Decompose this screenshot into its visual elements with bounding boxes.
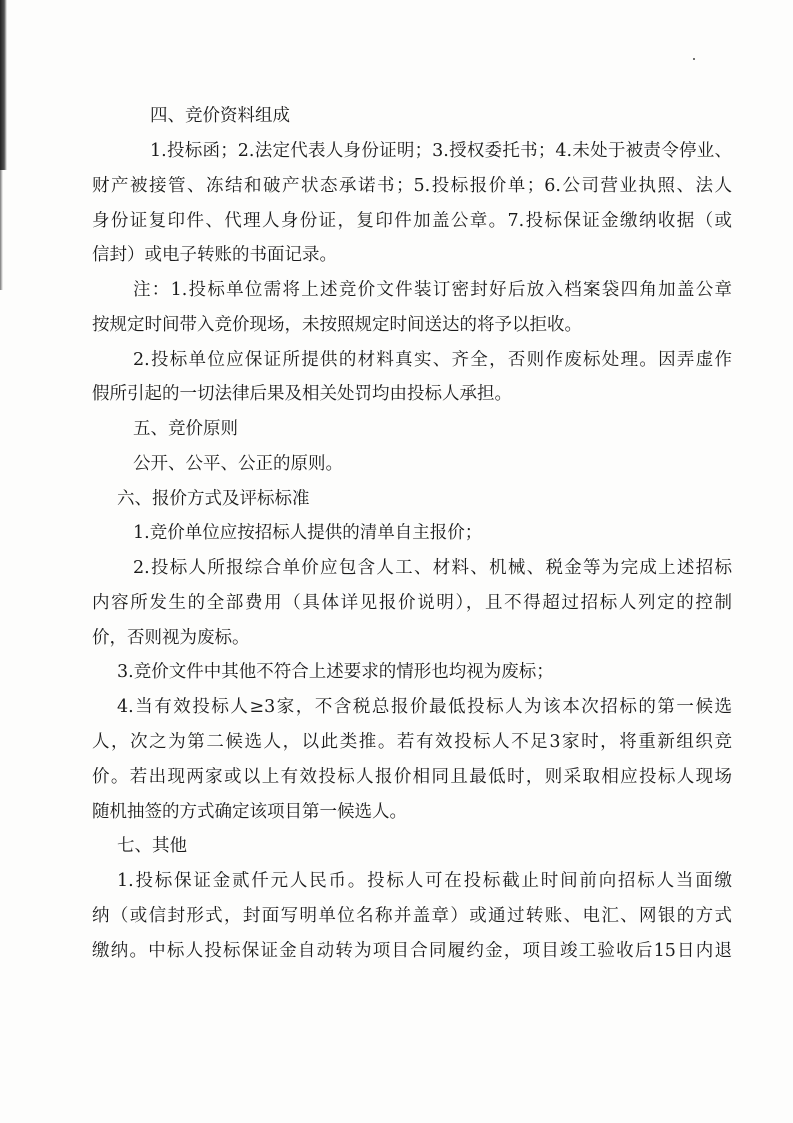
paragraph-line: 随机抽签的方式确定该项目第一候选人。 [92,802,407,822]
paragraph-line: 财产被接管、冻结和破产状态承诺书；5.投标报价单；6.公司营业执照、法人 [92,176,732,196]
scan-speck [693,58,695,60]
paragraph-line: 1.竞价单位应按招标人提供的清单自主报价； [133,523,483,543]
note-line: 假所引起的一切法律后果及相关处罚均由投标人承担。 [92,384,512,404]
note-line: 按规定时间带入竞价现场，未按照规定时间送达的将予以拒收。 [92,315,582,335]
paragraph-line: 2.投标人所报综合单价应包含人工、材料、机械、税金等为完成上述招标 [133,558,732,578]
section-heading-4: 四、竞价资料组成 [150,106,290,126]
paragraph-line: 3.竞价文件中其他不符合上述要求的情形也均视为废标； [117,662,554,682]
paragraph-line: 4.当有效投标人≥3家，不含税总报价最低投标人为该本次招标的第一候选 [117,697,732,717]
paragraph-line: 缴纳。中标人投标保证金自动转为项目合同履约金，项目竣工验收后15日内退 [92,941,732,961]
paragraph-line: 价。若出现两家或以上有效投标人报价相同且最低时，则采取相应投标人现场 [92,767,732,787]
paragraph-line: 1.投标函；2.法定代表人身份证明；3.授权委托书；4.未处于被责令停业、 [150,141,732,161]
paragraph-line: 身份证复印件、代理人身份证，复印件加盖公章。7.投标保证金缴纳收据（或 [92,211,732,231]
note-line: 2.投标单位应保证所提供的材料真实、齐全，否则作废标处理。因弄虚作 [133,350,732,370]
paragraph-line: 内容所发生的全部费用（具体详见报价说明），且不得超过招标人列定的控制 [92,593,732,613]
section-heading-6: 六、报价方式及评标标准 [117,489,310,509]
scan-edge-shadow [0,0,7,170]
note-line: 注：1.投标单位需将上述竞价文件装订密封好后放入档案袋四角加盖公章 [133,280,732,300]
paragraph-line: 1.投标保证金贰仟元人民币。投标人可在投标截止时间前向招标人当面缴 [117,871,732,891]
paragraph-line: 人，次之为第二候选人，以此类推。若有效投标人不足3家时，将重新组织竞 [92,732,732,752]
section-heading-5: 五、竞价原则 [133,419,238,439]
paragraph-line: 纳（或信封形式，封面写明单位名称并盖章）或通过转账、电汇、网银的方式 [92,906,732,926]
paragraph-line: 公开、公平、公正的原则。 [133,454,343,474]
paragraph-line: 信封）或电子转账的书面记录。 [92,245,337,265]
section-heading-7: 七、其他 [117,836,187,856]
paragraph-line: 价，否则视为废标。 [92,628,250,648]
scan-edge-shadow-lower [0,170,3,290]
